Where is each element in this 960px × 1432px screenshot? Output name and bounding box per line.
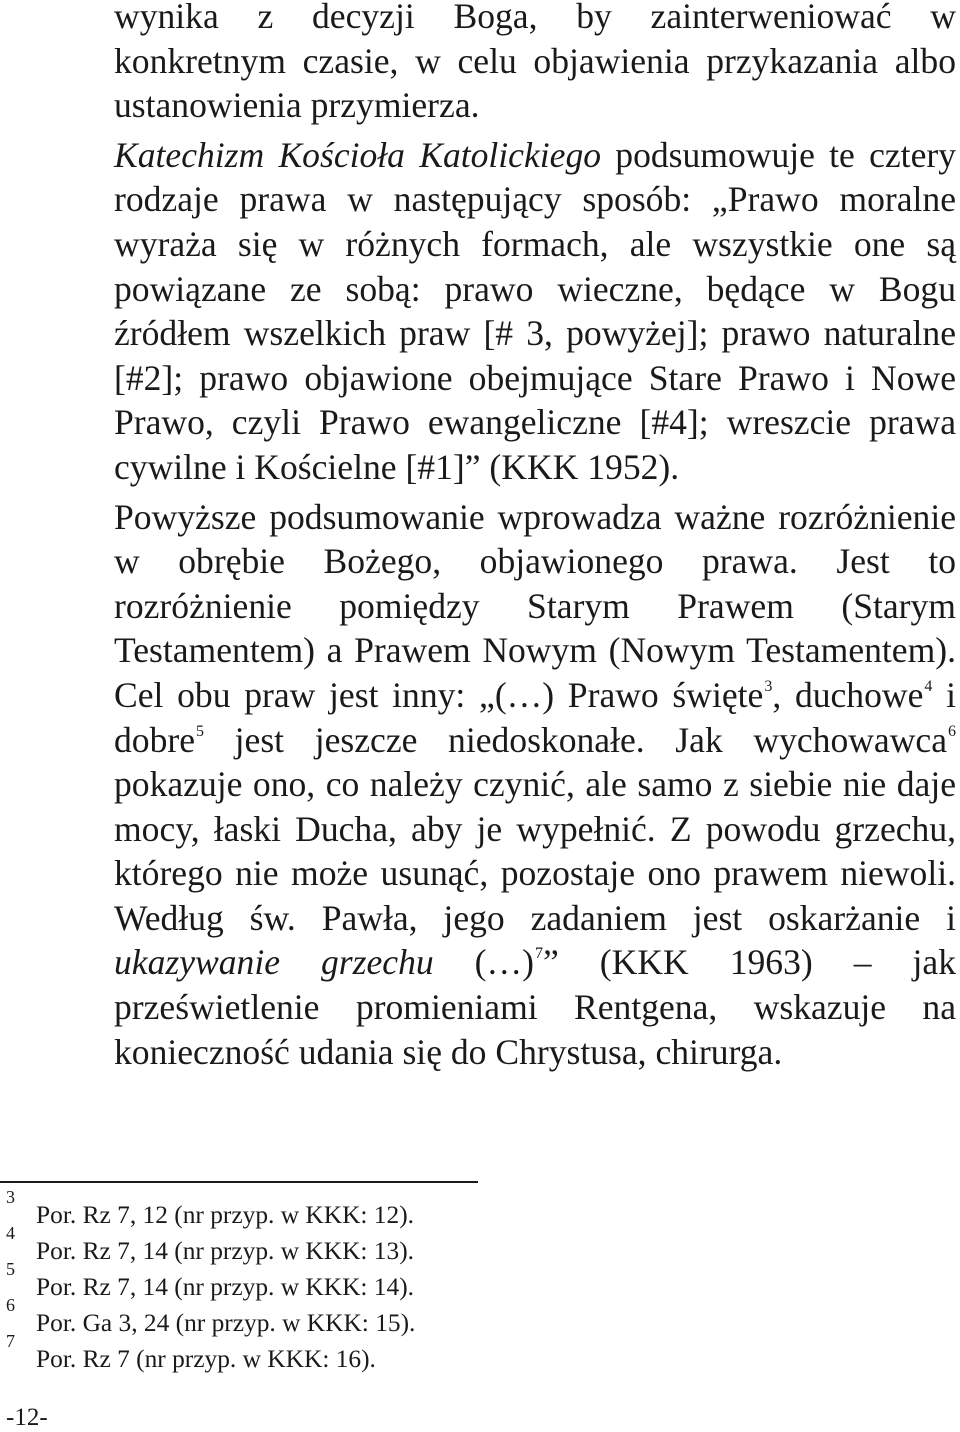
- footnote-text: Por. Rz 7, 12 (nr przyp. w KKK: 12).: [36, 1201, 414, 1229]
- text-segment: , duchowe: [772, 674, 924, 715]
- footnote-item: [0, 1187, 700, 1231]
- footnote-item: [0, 1259, 700, 1303]
- footnote-item: [0, 1331, 700, 1375]
- footnote-item: [0, 1295, 700, 1339]
- text-segment: jest jeszcze niedoskonałe. Jak wychowawca: [204, 719, 947, 760]
- text-segment: podsumowuje te cztery rodzaje prawa w następujący sposób: „Prawo moralne wyraża się w różnych formach, ale wszystkie one są powiązane ze sobą: prawo wieczne, będące w Bogu źródłem wszelkich praw [# 3, powyżej]; prawo naturalne [#2]; prawo objawione obejmujące Stare Prawo i Nowe Prawo, czyli Prawo ewangeliczne [#4]; wreszcie prawa cywilne i Kościelne [#1]” (KKK 1952).: [114, 134, 956, 487]
- page-number: -12-: [6, 1404, 48, 1431]
- italic-phrase: ukazywanie grzechu: [114, 942, 434, 983]
- footnote-text: Por. Rz 7, 14 (nr przyp. w KKK: 13).: [36, 1237, 414, 1265]
- footnote-number: 7: [6, 1331, 15, 1351]
- footnote-divider: [0, 1181, 478, 1183]
- footnote-ref-3: 3: [764, 677, 773, 695]
- paragraph-1: [114, 0, 956, 128]
- footnote-number: 4: [6, 1223, 15, 1243]
- footnote-text: Por. Rz 7, 14 (nr przyp. w KKK: 14).: [36, 1273, 414, 1301]
- body-text: [114, 0, 956, 1074]
- footnote-number: 6: [6, 1295, 15, 1315]
- footnote-text: Por. Ga 3, 24 (nr przyp. w KKK: 15).: [36, 1309, 416, 1337]
- footnote-ref-5: 5: [196, 722, 205, 740]
- footnotes: [0, 1187, 700, 1375]
- text-segment: wynika z decyzji Boga, by zainterweniować w konkretnym czasie, w celu objawienia przykazania albo ustanowienia przymierza.: [114, 0, 956, 126]
- text-segment: (…): [433, 942, 534, 983]
- text-segment: ” (KKK 1963) – jak prześwietlenie promieniami Rentgena, wskazuje na konieczność udania się do Chrystusa, chirurga.: [114, 942, 956, 1072]
- paragraph-2: [114, 133, 956, 490]
- paragraph-3: [114, 495, 956, 1075]
- catechism-title: Katechizm Kościoła Katolickiego: [114, 134, 602, 175]
- footnote-number: 3: [6, 1187, 15, 1207]
- text-segment: i dobre: [114, 674, 956, 760]
- footnote-text: Por. Rz 7 (nr przyp. w KKK: 16).: [36, 1345, 376, 1373]
- footnote-ref-7: 7: [534, 945, 543, 963]
- footnote-number: 5: [6, 1259, 15, 1279]
- footnote-item: [0, 1223, 700, 1267]
- text-segment: pokazuje ono, co należy czynić, ale samo z siebie nie daje mocy, łaski Ducha, aby je wypełnić. Z powodu grzechu, którego nie może usunąć, pozostaje ono prawem niewoli. Według św. Pawła, jego zadaniem jest oskarżanie i: [114, 764, 956, 938]
- footnote-ref-6: 6: [948, 722, 956, 740]
- footnote-ref-4: 4: [924, 677, 933, 695]
- text-segment: Powyższe podsumowanie wprowadza ważne rozróżnienie w obrębie Bożego, objawionego prawa. Jest to rozróżnienie pomiędzy Starym Prawem (Starym Testamentem) a Prawem Nowym (Nowym Testamentem). Cel obu praw jest inny: „(…) Prawo święte: [114, 496, 956, 715]
